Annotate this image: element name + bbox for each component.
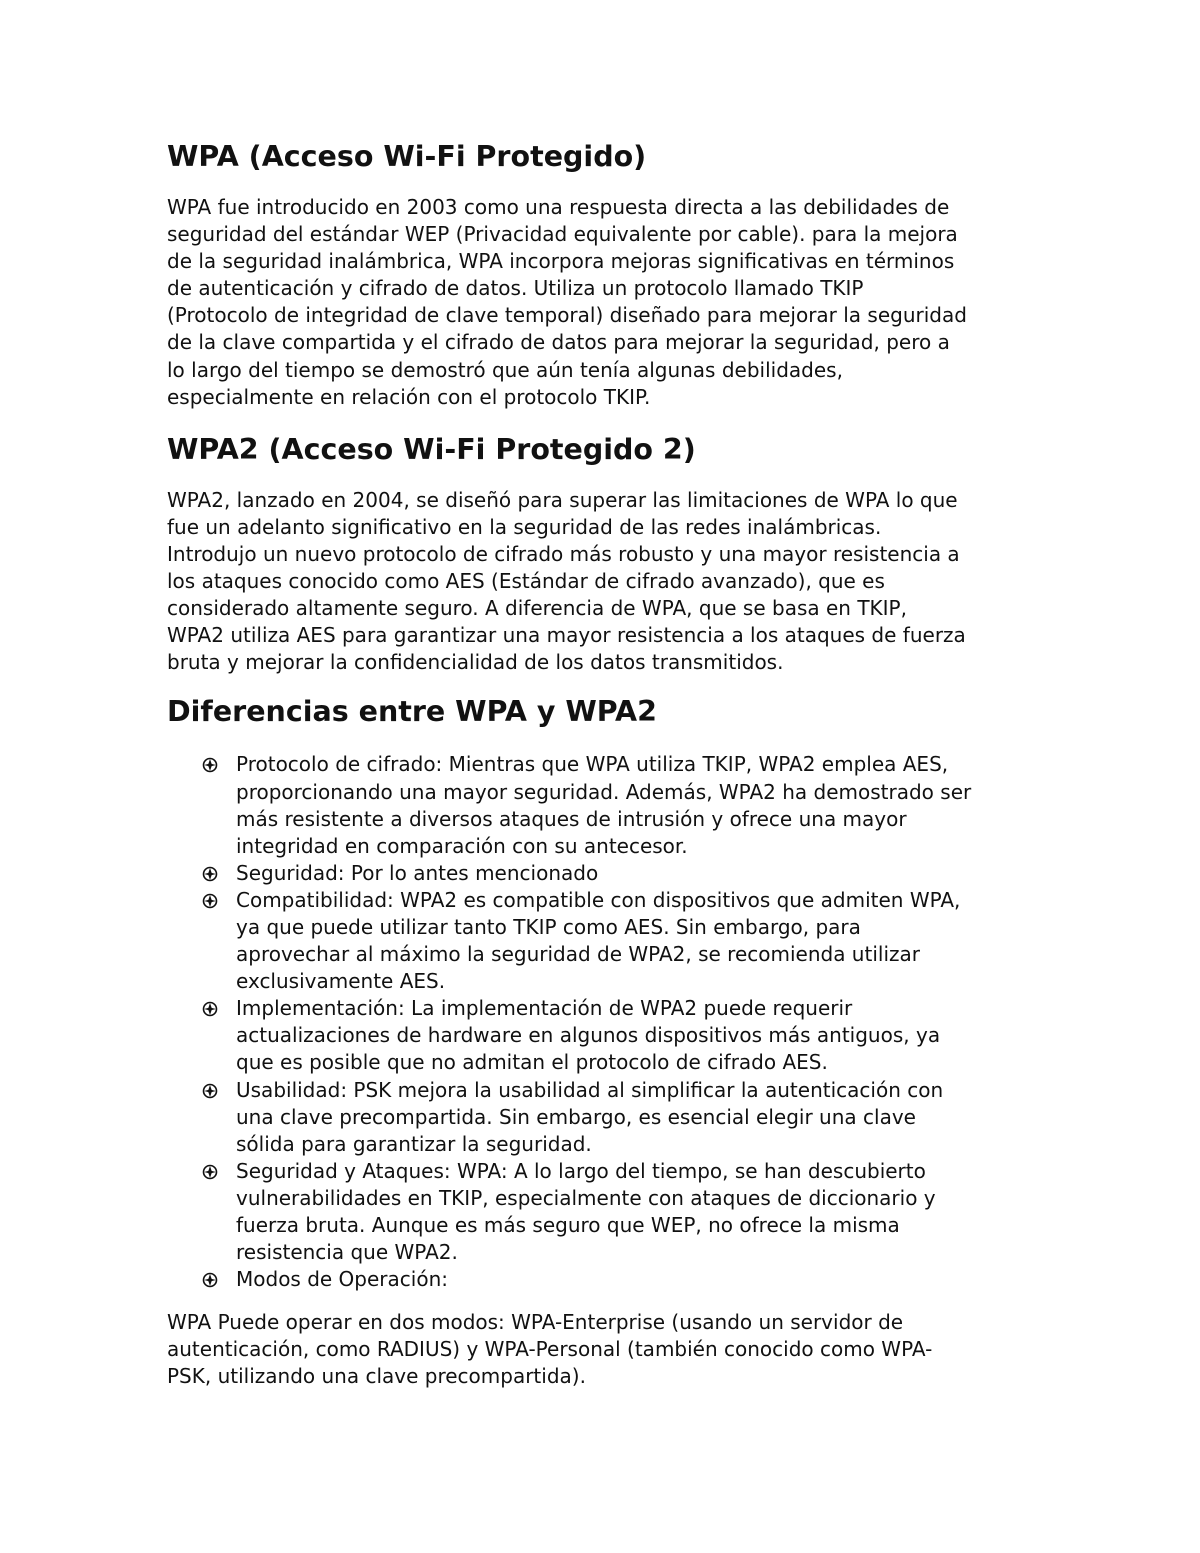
list-item (167, 887, 1047, 995)
compass-bullet-icon (202, 1272, 218, 1288)
text-line: Introdujo un nuevo protocolo de cifrado más robusto y una mayor resistencia a (167, 541, 960, 566)
text-line: Seguridad y Ataques: WPA: A lo largo del tiempo, se han descubierto (236, 1158, 926, 1183)
text-line: (Protocolo de integridad de clave temporal) diseñado para mejorar la seguridad (167, 303, 967, 328)
text-line: resistencia que WPA2. (236, 1240, 458, 1265)
list-item (167, 860, 1047, 887)
text-line: Seguridad: Por lo antes mencionado (236, 860, 599, 885)
text-line: Usabilidad: PSK mejora la usabilidad al simplificar la autenticación con (236, 1077, 944, 1102)
text-line: más resistente a diversos ataques de intrusión y ofrece una mayor (236, 806, 907, 831)
list-item (167, 1266, 1047, 1293)
text-line: WPA2 utiliza AES para garantizar una mayor resistencia a los ataques de fuerza (167, 623, 966, 648)
text-line: PSK, utilizando una clave precompartida). (167, 1364, 586, 1389)
heading-wpa: WPA (Acceso Wi-Fi Protegido) (167, 140, 647, 173)
text-line: WPA fue introducido en 2003 como una respuesta directa a las debilidades de (167, 195, 950, 219)
text-line: de autenticación y cifrado de datos. Utiliza un protocolo llamado TKIP (167, 276, 864, 301)
text-line: Compatibilidad: WPA2 es compatible con dispositivos que admiten WPA, (236, 887, 961, 912)
text-line: seguridad del estándar WEP (Privacidad equivalente por cable). para la mejora (167, 222, 958, 247)
text-line: proporcionando una mayor seguridad. Además, WPA2 ha demostrado ser (236, 779, 972, 804)
text-line: Modos de Operación: (236, 1267, 448, 1292)
differences-list (167, 751, 1047, 1293)
compass-bullet-icon (202, 866, 218, 882)
text-line: una clave precompartida. Sin embargo, es esencial elegir una clave (236, 1104, 916, 1129)
text-line: WPA Puede operar en dos modos: WPA-Enterprise (usando un servidor de (167, 1310, 904, 1335)
list-item (167, 1077, 1047, 1158)
text-line: sólida para garantizar la seguridad. (236, 1131, 592, 1156)
text-line: de la clave compartida y el cifrado de datos para mejorar la seguridad, pero a (167, 330, 950, 355)
paragraph-wpa (167, 194, 1047, 411)
text-line: Protocolo de cifrado: Mientras que WPA utiliza TKIP, WPA2 emplea AES, (236, 752, 949, 777)
heading-wpa2: WPA2 (Acceso Wi-Fi Protegido 2) (167, 432, 696, 466)
text-line: integridad en comparación con su antecesor. (236, 833, 688, 858)
document-page (167, 138, 1047, 1391)
paragraph-modes (167, 1309, 1047, 1390)
text-line: exclusivamente AES. (236, 969, 446, 994)
text-line: bruta y mejorar la confidencialidad de los datos transmitidos. (167, 650, 784, 675)
text-line: fuerza bruta. Aunque es más seguro que WEP, no ofrece la misma (236, 1213, 900, 1237)
compass-bullet-icon (202, 1001, 218, 1017)
paragraph-wpa2 (167, 487, 1047, 677)
text-line: lo largo del tiempo se demostró que aún tenía algunas debilidades, (167, 357, 843, 382)
compass-bullet-icon (202, 1083, 218, 1099)
compass-bullet-icon (202, 757, 218, 773)
text-line: aprovechar al máximo la seguridad de WPA2, se recomienda utilizar (236, 942, 920, 967)
text-line: que es posible que no admitan el protocolo de cifrado AES. (236, 1050, 828, 1075)
compass-bullet-icon (202, 893, 218, 909)
text-line: WPA2, lanzado en 2004, se diseñó para superar las limitaciones de WPA lo que (167, 487, 958, 512)
heading-differences: Diferencias entre WPA y WPA2 (167, 695, 657, 729)
text-line: ya que puede utilizar tanto TKIP como AES. Sin embargo, para (236, 914, 861, 939)
list-item (167, 751, 1047, 859)
list-item (167, 995, 1047, 1076)
text-line: de la seguridad inalámbrica, WPA incorpora mejoras significativas en términos (167, 249, 955, 274)
text-line: los ataques conocido como AES (Estándar de cifrado avanzado), que es (167, 569, 885, 594)
text-line: especialmente en relación con el protocolo TKIP. (167, 384, 651, 409)
text-line: Implementación: La implementación de WPA2 puede requerir (236, 996, 853, 1021)
text-line: fue un adelanto significativo en la seguridad de las redes inalámbricas. (167, 514, 882, 539)
list-item (167, 1158, 1047, 1266)
compass-bullet-icon (202, 1164, 218, 1180)
text-line: autenticación, como RADIUS) y WPA-Personal (también conocido como WPA- (167, 1337, 933, 1362)
text-line: vulnerabilidades en TKIP, especialmente con ataques de diccionario y (236, 1185, 936, 1210)
text-line: considerado altamente seguro. A diferencia de WPA, que se basa en TKIP, (167, 596, 907, 621)
text-line: actualizaciones de hardware en algunos dispositivos más antiguos, ya (236, 1023, 941, 1048)
